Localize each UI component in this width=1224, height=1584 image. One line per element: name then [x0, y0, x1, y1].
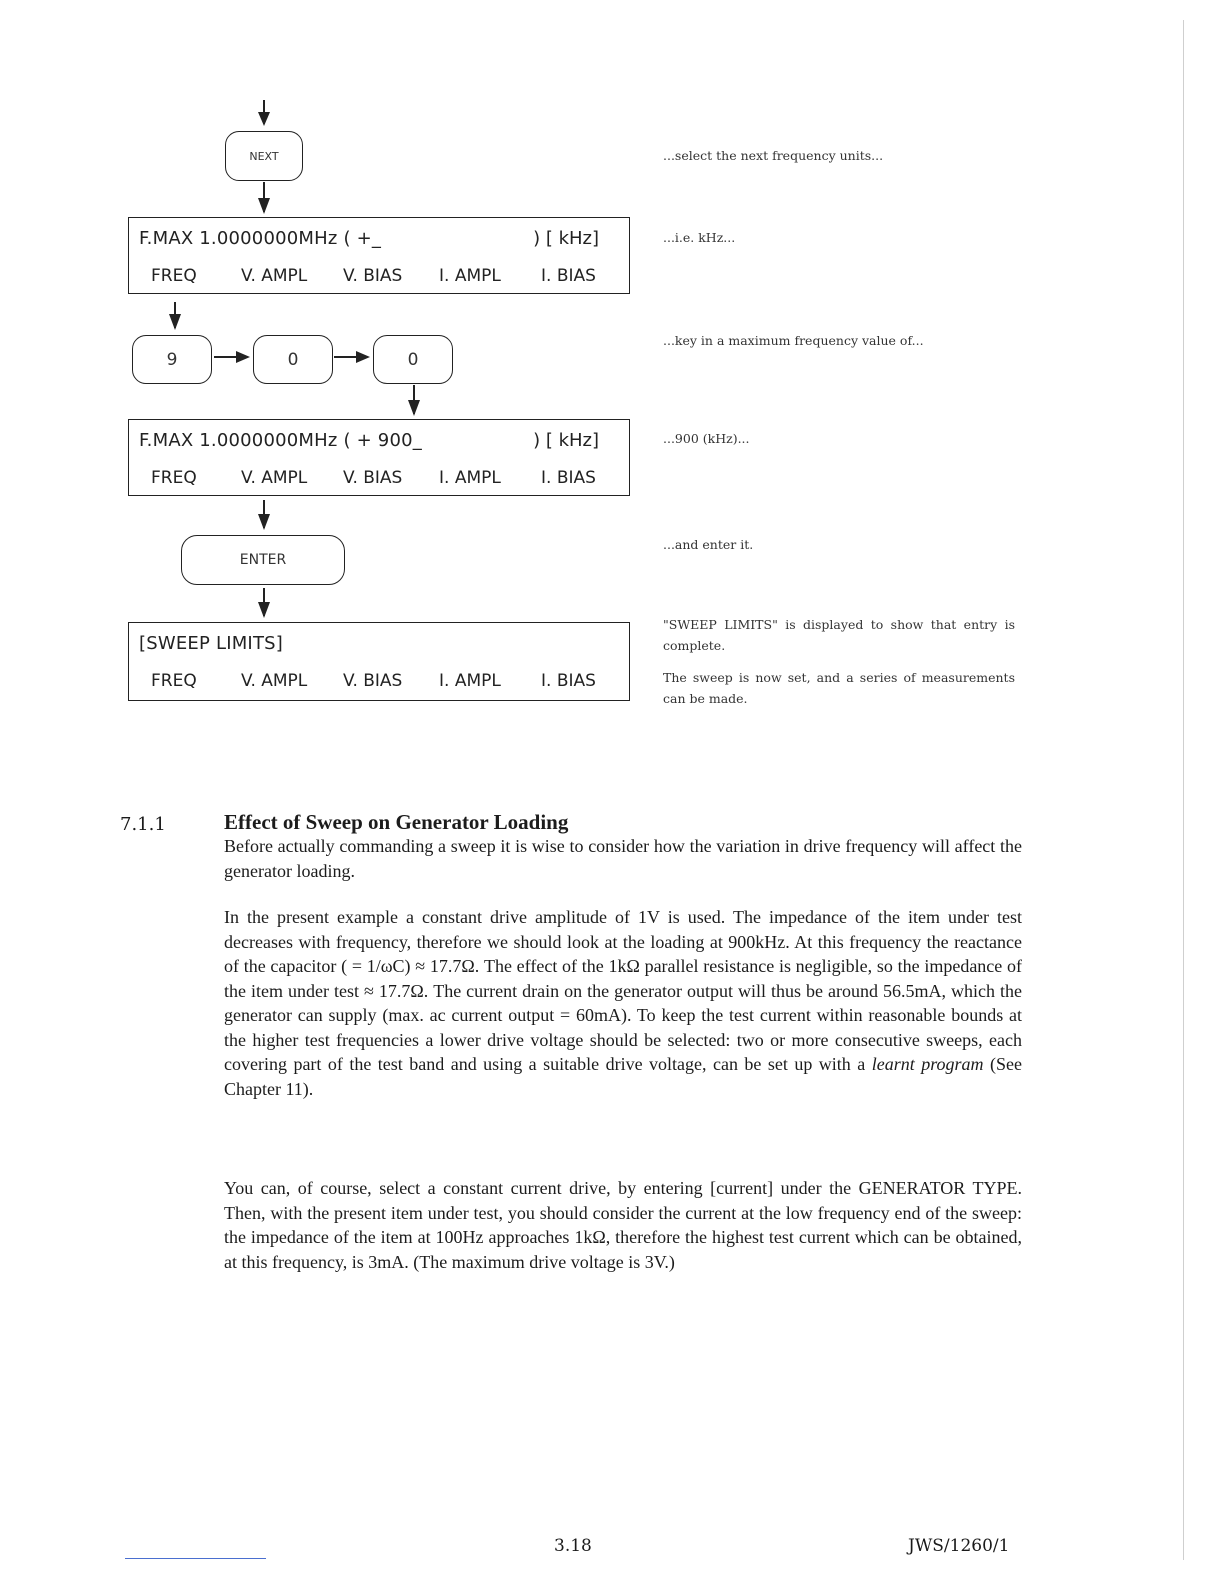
- paragraph: Before actually commanding a sweep it is wise to consider how the variation in drive frequency will affect the generator loading.: [224, 836, 1022, 881]
- arrow-down-head: [258, 602, 270, 618]
- softkey-label: V. AMPL: [241, 468, 308, 488]
- softkey-label: V. BIAS: [343, 671, 403, 691]
- digit-key-label: 0: [287, 349, 299, 370]
- softkey-label: I. AMPL: [439, 468, 501, 488]
- display-units: ) [ kHz]: [533, 430, 599, 451]
- display-panel: [128, 217, 630, 294]
- softkey-label: V. AMPL: [241, 266, 308, 286]
- step-note: "SWEEP LIMITS" is displayed to show that entry is complete.: [663, 617, 1015, 653]
- display-panel: [128, 419, 630, 496]
- digit-key-9: [132, 335, 212, 384]
- softkey-label: V. BIAS: [343, 468, 403, 488]
- footer-rule: [125, 1558, 266, 1559]
- softkey-label: I. BIAS: [541, 468, 596, 488]
- arrow-down-head: [258, 112, 270, 126]
- page-number: 3.18: [554, 1536, 592, 1556]
- step-note: ...i.e. kHz...: [663, 230, 736, 245]
- softkey-label: I. BIAS: [541, 671, 596, 691]
- softkey-label: I. BIAS: [541, 266, 596, 286]
- arrow-down-head: [258, 198, 270, 214]
- step-note: ...900 (kHz)...: [663, 431, 750, 446]
- softkey-label: I. AMPL: [439, 266, 501, 286]
- display-line1: F.MAX 1.0000000MHz ( +_: [139, 228, 382, 249]
- softkey-label: I. AMPL: [439, 671, 501, 691]
- paragraph: You can, of course, select a constant current drive, by entering [current] under the GENERATOR TYPE. Then, with the present item under test, you should consider the current at the low frequency end of the sweep: the impedance of the item at 100Hz approaches 1kΩ, therefore the highest test current which can be obtained, at this frequency, is 3mA. (The maximum drive voltage is 3V.): [224, 1178, 1022, 1272]
- display-panel: [128, 622, 630, 701]
- emphasis-text: learnt program: [871, 1054, 984, 1074]
- paragraph: [224, 905, 1022, 1101]
- section-number: 7.1.1: [120, 814, 166, 835]
- digit-key-label: 9: [166, 349, 178, 370]
- next-key: [225, 131, 303, 181]
- arrow-down-head: [169, 314, 181, 330]
- paragraph-text: (See Chapter 11).: [224, 1054, 1022, 1099]
- display-line1: F.MAX 1.0000000MHz ( + 900_: [139, 430, 422, 451]
- softkey-label: FREQ: [151, 671, 197, 691]
- arrow-right-head: [356, 351, 370, 363]
- display-units: ) [ kHz]: [533, 228, 599, 249]
- arrow-down-head: [258, 514, 270, 530]
- section-title: Effect of Sweep on Generator Loading: [224, 810, 569, 834]
- step-note: ...and enter it.: [663, 537, 754, 552]
- scan-edge-line: [1183, 20, 1184, 1560]
- digit-key-label: 0: [407, 349, 419, 370]
- softkey-label: V. AMPL: [241, 671, 308, 691]
- paragraph-text: In the present example a constant drive amplitude of 1V is used. The impedance of the item under test decreases with frequency, therefore we should look at the loading at 900kHz. At this frequency the reactance of the capacitor ( = 1/ωC) ≈ 17.7Ω. The effect of the 1kΩ parallel resistance is negligible, so the impedance of the item under test ≈ 17.7Ω. The current drain on the generator output will thus be around 56.5mA, which the generator can supply (max. ac current output = 60mA). To keep the test current within reasonable bounds at the higher test frequencies a lower drive voltage should be selected: two or more consecutive sweeps, each covering part of the test band and using a suitable drive voltage, can be set up with a: [224, 907, 1022, 1074]
- arrow-down-head: [408, 400, 420, 416]
- next-key-label: NEXT: [249, 149, 279, 163]
- arrow-right-head: [236, 351, 250, 363]
- softkey-label: V. BIAS: [343, 266, 403, 286]
- digit-key-0: [253, 335, 333, 384]
- display-line1: [SWEEP LIMITS]: [139, 633, 283, 654]
- enter-key: [181, 535, 345, 585]
- step-note: ...select the next frequency units...: [663, 148, 884, 163]
- softkey-label: FREQ: [151, 468, 197, 488]
- document-code: JWS/1260/1: [908, 1536, 1010, 1556]
- softkey-label: FREQ: [151, 266, 197, 286]
- digit-key-0: [373, 335, 453, 384]
- step-note: ...key in a maximum frequency value of...: [663, 333, 924, 348]
- enter-key-label: ENTER: [239, 552, 287, 568]
- step-note: The sweep is now set, and a series of measurements can be made.: [663, 670, 1015, 706]
